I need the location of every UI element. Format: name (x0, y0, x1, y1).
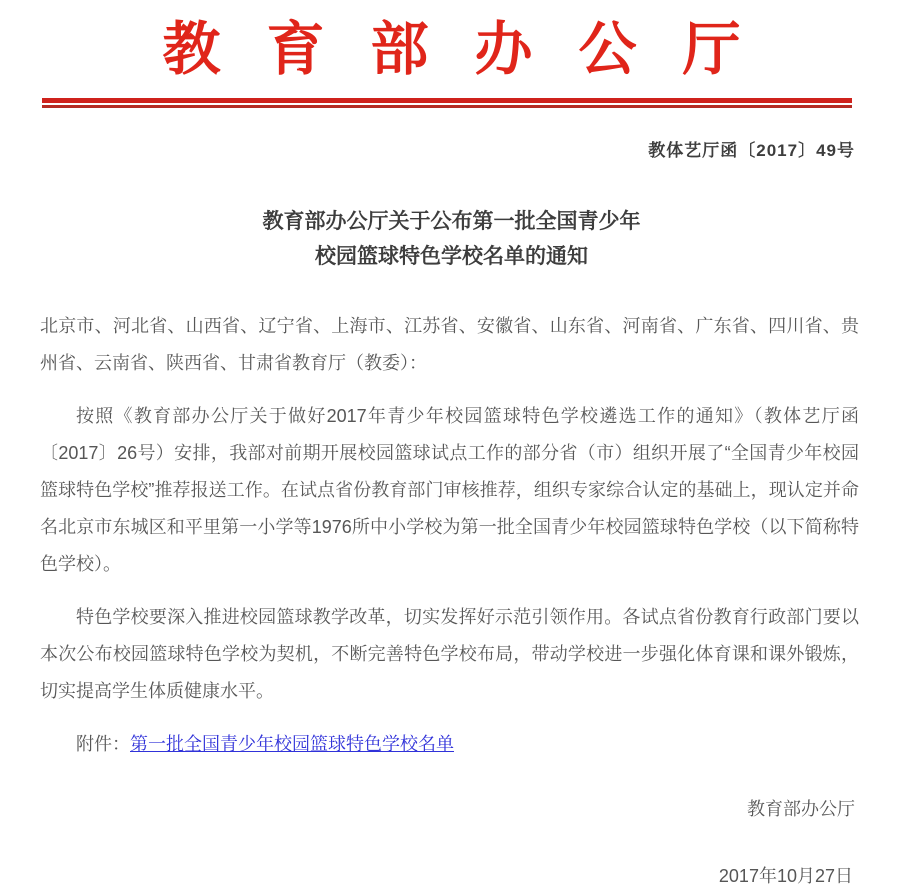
agency-letterhead: 教育部办公厅 (162, 17, 787, 82)
attachment-label: 附件： (76, 734, 130, 754)
red-divider-bottom-line (42, 105, 852, 108)
notice-title-line2: 校园篮球特色学校名单的通知 (315, 245, 588, 268)
notice-title-line1: 教育部办公厅关于公布第一批全国青少年 (262, 210, 641, 233)
attachment-line (40, 726, 859, 763)
notice-body (0, 308, 903, 763)
notice-title (0, 204, 903, 274)
body-paragraph-1: 按照《教育部办公厅关于做好2017年青少年校园篮球特色学校遴选工作的通知》（教体艺厅函〔2017〕26号）安排，我部对前期开展校园篮球试点工作的部分省（市）组织开展了“全国青少年校园篮球特色学校”推荐报送工作。在试点省份教育部门审核推荐，组织专家综合认定的基础上，现认定并命名北京市东城区和平里第一小学等1976所中小学校为第一批全国青少年校园篮球特色学校（以下简称特色学校）。 (40, 406, 859, 574)
signature-agency: 教育部办公厅 (747, 799, 855, 819)
red-divider (42, 98, 852, 108)
attachment-link[interactable]: 第一批全国青少年校园篮球特色学校名单 (130, 734, 454, 754)
addressee-paragraph: 北京市、河北省、山西省、辽宁省、上海市、江苏省、安徽省、山东省、河南省、广东省、四川省、贵州省、云南省、陕西省、甘肃省教育厅（教委）： (40, 316, 859, 373)
body-paragraph-2: 特色学校要深入推进校园篮球教学改革，切实发挥好示范引领作用。各试点省份教育行政部门要以本次公布校园篮球特色学校为契机，不断完善特色学校布局，带动学校进一步强化体育课和课外锻炼，切实提高学生体质健康水平。 (40, 607, 859, 701)
document-number: 教体艺厅函〔2017〕49号 (648, 141, 855, 160)
signature-date: 2017年10月27日 (718, 866, 853, 886)
